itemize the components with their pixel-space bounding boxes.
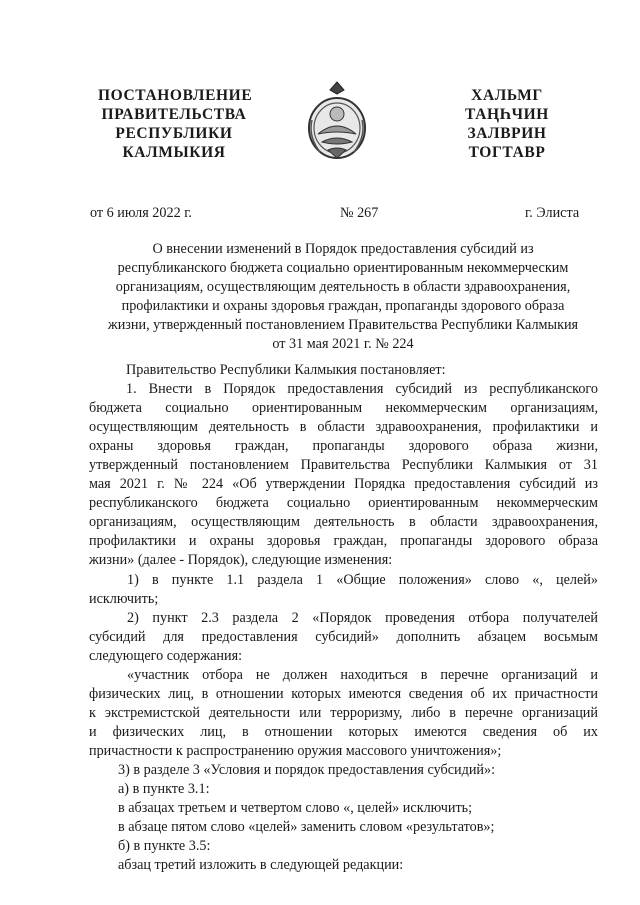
body-line: охраны здоровья граждан, пропаганды здорового образа жизни, (89, 438, 598, 455)
body-line: утвержденный постановлением Правительства Республики Калмыкия от 31 (89, 457, 598, 474)
subject-line: О внесении изменений в Порядок предоставления субсидий из (152, 241, 534, 257)
body-line: следующего содержания: (89, 647, 243, 664)
body-line: причастности к распространению оружия массового уничтожения»; (89, 742, 502, 759)
subject-line: профилактики и охраны здоровья граждан, пропаганды здорового образа (121, 298, 565, 314)
header-left-line: ПОСТАНОВЛЕНИЕ (98, 87, 253, 104)
header-right-line: ТОГТАВР (468, 144, 546, 161)
header-right-line: ТАҢҺЧИН (465, 106, 549, 123)
document-subject (88, 240, 598, 354)
body-line: «участник отбора не должен находиться в перечне организаций и (127, 666, 598, 683)
body-line: субсидий для предоставления субсидий» дополнить абзацем восьмым (89, 628, 598, 645)
body-line: и физических лиц, в отношении которых имеются сведения об их (89, 723, 598, 740)
body-line: мая 2021 г. № 224 «Об утверждении Порядка предоставления субсидий из (89, 476, 598, 493)
body-line: а) в пункте 3.1: (118, 781, 210, 798)
body-line: 1. Внести в Порядок предоставления субсидий из республиканского (126, 381, 598, 398)
body-line: жизни» (далее - Порядок), следующие изменения: (89, 552, 393, 569)
body-line: в абзацах третьем и четвертом слово «, целей» исключить; (118, 800, 473, 817)
header-left-line: РЕСПУБЛИКИ (115, 125, 233, 142)
header-right-line: ХАЛЬМГ (471, 87, 543, 104)
subject-line: от 31 мая 2021 г. № 224 (272, 336, 414, 352)
subject-line: республиканского бюджета социально ориентированным некоммерческим (117, 260, 569, 276)
body-line: Правительство Республики Калмыкия постановляет: (126, 362, 446, 378)
body-line: 2) пункт 2.3 раздела 2 «Порядок проведения отбора получателей (127, 609, 598, 626)
body-line: осуществляющим деятельность в области здравоохранения, профилактики и (89, 419, 598, 436)
body-line: физических лиц, в отношении которых имеются сведения об их причастности (89, 685, 598, 702)
header-left-line: ПРАВИТЕЛЬСТВА (101, 106, 247, 123)
body-line: профилактики и охраны здоровья граждан, пропаганды здорового образа (89, 533, 598, 550)
body-line: 3) в разделе 3 «Условия и порядок предоставления субсидий»: (118, 761, 496, 778)
body-line: организациям, осуществляющим деятельность в области здравоохранения, (89, 514, 598, 531)
header-right-title (442, 86, 572, 162)
document-body (89, 361, 598, 875)
subject-line: организациям, осуществляющим деятельность в области здравоохранения, (115, 279, 571, 295)
coat-of-arms-emblem (304, 80, 370, 166)
header-left-title (98, 86, 253, 162)
body-line: абзац третий изложить в следующей редакции: (118, 857, 404, 874)
body-line: республиканского бюджета социально ориентированным некоммерческим (89, 495, 598, 512)
header-right-line: ЗАЛВРИН (467, 125, 547, 142)
body-line: к экстремистской деятельности или терроризму, либо в перечне организаций (89, 704, 598, 721)
document-date: от 6 июля 2022 г. (90, 205, 192, 221)
body-line: 1) в пункте 1.1 раздела 1 «Общие положения» слово «, целей» (127, 571, 598, 588)
body-line: б) в пункте 3.5: (118, 838, 211, 855)
document-number: № 267 (340, 205, 379, 221)
body-line: исключить; (89, 590, 159, 607)
subject-line: жизни, утвержденный постановлением Правительства Республики Калмыкия (107, 317, 579, 333)
body-line: в абзаце пятом слово «целей» заменить словом «результатов»; (118, 819, 495, 836)
document-city: г. Элиста (525, 205, 580, 221)
header-left-line: КАЛМЫКИЯ (122, 144, 226, 161)
body-line: бюджета социально ориентированным некоммерческим организациям, (89, 400, 598, 417)
